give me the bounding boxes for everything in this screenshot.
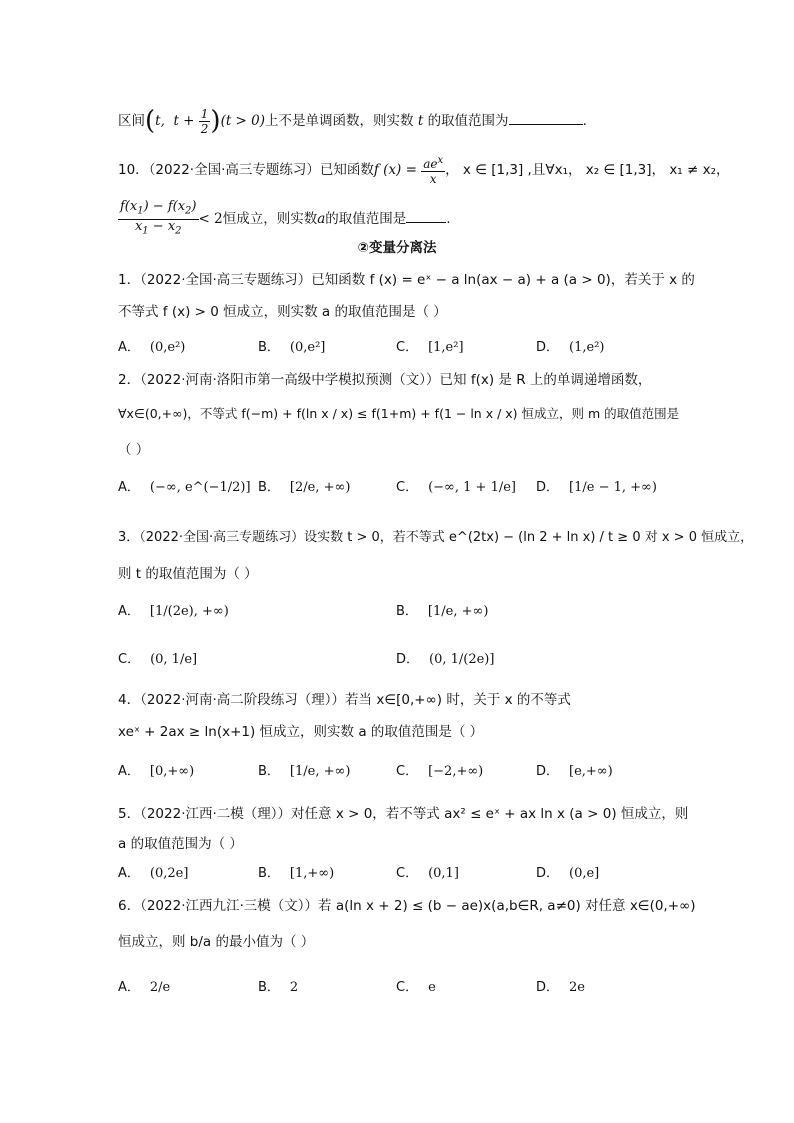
option-d[interactable]: D． (0,e] [536, 866, 600, 881]
q4-line2: xeˣ + 2ax ≥ ln(x+1) 恒成立，则实数 a 的取值范围是（ ） [118, 724, 484, 740]
option-d[interactable]: D． [e,+∞) [536, 764, 613, 779]
q2-line2: ∀x∈(0,+∞)，不等式 f(−m) + f(ln x / x) ≤ f(1+m) + f(1 − ln x / x) 恒成立，则 m 的取值范围是 [118, 406, 680, 421]
option-b[interactable]: B． (0,e²] [258, 340, 326, 355]
fraction: $\frac{f(x_1) - f(x_2)}{x_1 - x_2}$ [120, 199, 197, 237]
question-source: （2022·河南·洛阳市第一高级中学模拟预测（文）） [140, 372, 440, 388]
option-a[interactable]: A． [1/(2e), +∞) [118, 604, 229, 619]
q4-line1 [118, 690, 688, 710]
option-c[interactable]: C． (−∞, 1 + 1/e] [396, 480, 516, 495]
option-c[interactable]: C． e [396, 980, 436, 995]
option-b[interactable]: B． 2 [258, 980, 299, 995]
question-source: （2022·江西九江·三模（文）） [140, 898, 319, 914]
option-a[interactable]: A． (0,2e] [118, 866, 189, 881]
question-number: 1． [118, 272, 141, 288]
question-number: 6． [118, 898, 141, 914]
question-source: （2022·河南·高二阶段练习（理）） [140, 692, 346, 708]
question-number: 4． [118, 692, 141, 708]
option-b[interactable]: B． [1/e, +∞) [258, 764, 351, 779]
question-text: 已知 f(x) 是 R 上的单调递增函数， [439, 372, 652, 388]
q2-line1 [118, 370, 688, 390]
q5-line1 [118, 804, 688, 824]
answer-blank[interactable] [406, 210, 446, 223]
q5-line2: a 的取值范围为（ ） [118, 836, 243, 852]
option-a[interactable]: A． [0,+∞) [118, 764, 195, 779]
text: 已知函数 [319, 162, 374, 178]
question-source: （2022·全国·高三专题练习） [139, 530, 305, 545]
question-number: 5． [118, 806, 141, 822]
option-c[interactable]: C． [−2,+∞) [396, 764, 484, 779]
left-paren: ( [145, 106, 156, 136]
question-text: 若当 x∈[0,+∞) 时，关于 x 的不等式 [345, 692, 571, 708]
option-d[interactable]: D． 2e [536, 980, 585, 995]
question-number: 10． [118, 162, 149, 178]
inequality: < 2 [198, 211, 223, 228]
option-b[interactable]: B． [2/e, +∞) [258, 480, 351, 495]
question-source: （2022·全国·高三专题练习） [140, 272, 312, 288]
option-a[interactable]: A． (−∞, e^(−1/2)] [118, 480, 251, 495]
question-source: （2022·江西·二模（理）） [140, 806, 292, 822]
q10-line1: 10．（2022·全国·高三专题练习）已知函数f (x) = $\frac{ae^x}{x}$ ， x ∈ [1,3] ,且∀x₁， x₂ ∈ [1,3]， x₁ ≠ x₂， [118, 155, 730, 186]
question-text: 对任意 x > 0，若不等式 ax² ≤ eˣ + ax ln x (a > 0) 恒成立，则 [291, 806, 689, 822]
question-text: 已知函数 f (x) = eˣ − a ln(ax − a) + a (a > 0)，若关于 x 的 [311, 272, 695, 288]
option-c[interactable]: C． [1,e²] [396, 340, 464, 355]
q1-line2: 不等式 f (x) > 0 恒成立，则实数 a 的取值范围是（ ） [118, 304, 447, 320]
option-b[interactable]: B． [1,+∞) [258, 866, 335, 881]
section-title: ②变量分离法 [357, 240, 437, 256]
option-d[interactable]: D． (1,e²) [536, 340, 605, 355]
option-a[interactable]: A． 2/e [118, 980, 171, 995]
option-c[interactable]: C． (0,1] [396, 866, 459, 881]
text: 区间 [118, 113, 145, 129]
answer-blank[interactable] [509, 112, 583, 125]
text: ， x ∈ [1,3] ,且∀x₁， x₂ ∈ [1,3]， x₁ ≠ x₂， [445, 162, 730, 178]
fraction: $\frac{1}{2}$ [200, 106, 209, 136]
option-d[interactable]: D． [1/e − 1, +∞) [536, 480, 657, 495]
option-c[interactable]: C． (0, 1/e] [118, 652, 198, 667]
option-a[interactable]: A． (0,e²) [118, 340, 186, 355]
q3-line1 [118, 528, 754, 548]
option-b[interactable]: B． [1/e, +∞) [396, 604, 489, 619]
q10-line2: $\frac{f(x_1) - f(x_2)}{x_1 - x_2}$ < 2恒成立，则实数a的取值范围是 . [120, 199, 451, 237]
condition: (t > 0) [220, 113, 266, 129]
fraction: $\frac{ae^x}{x}$ [423, 155, 444, 186]
question-text: 若 a(ln x + 2) ≤ (b − ae)x(a,b∈R, a≠0) 对任意 x∈(0,+∞) [318, 898, 696, 914]
q1-line1 [118, 270, 695, 290]
question-number: 2． [118, 372, 141, 388]
q6-line1 [118, 896, 696, 916]
option-d[interactable]: D． (0, 1/(2e)] [396, 652, 495, 667]
question-number: 3． [118, 530, 140, 545]
text: 的取值范围是 [325, 211, 407, 228]
q6-line2: 恒成立，则 b/a 的最小值为（ ） [118, 934, 315, 950]
text: 上不是单调函数，则实数 [265, 113, 414, 129]
question-source: （2022·全国·高三专题练习） [148, 162, 320, 178]
question-text: 设实数 t > 0，若不等式 e^(2tx) − (ln 2 + ln x) / t ≥ 0 对 x > 0 恒成立， [304, 530, 754, 545]
text: 的取值范围为 [427, 113, 509, 129]
q3-line2: 则 t 的取值范围为（ ） [118, 566, 258, 582]
q9-continuation: 区间(t, t + $\frac{1}{2}$ )(t > 0)上不是单调函数，则实数 t 的取值范围为 . [118, 106, 587, 136]
text: 恒成立，则实数 [222, 211, 318, 228]
variable: t [417, 113, 424, 129]
variable: a [317, 211, 326, 228]
q2-line3: （ ） [118, 442, 150, 458]
